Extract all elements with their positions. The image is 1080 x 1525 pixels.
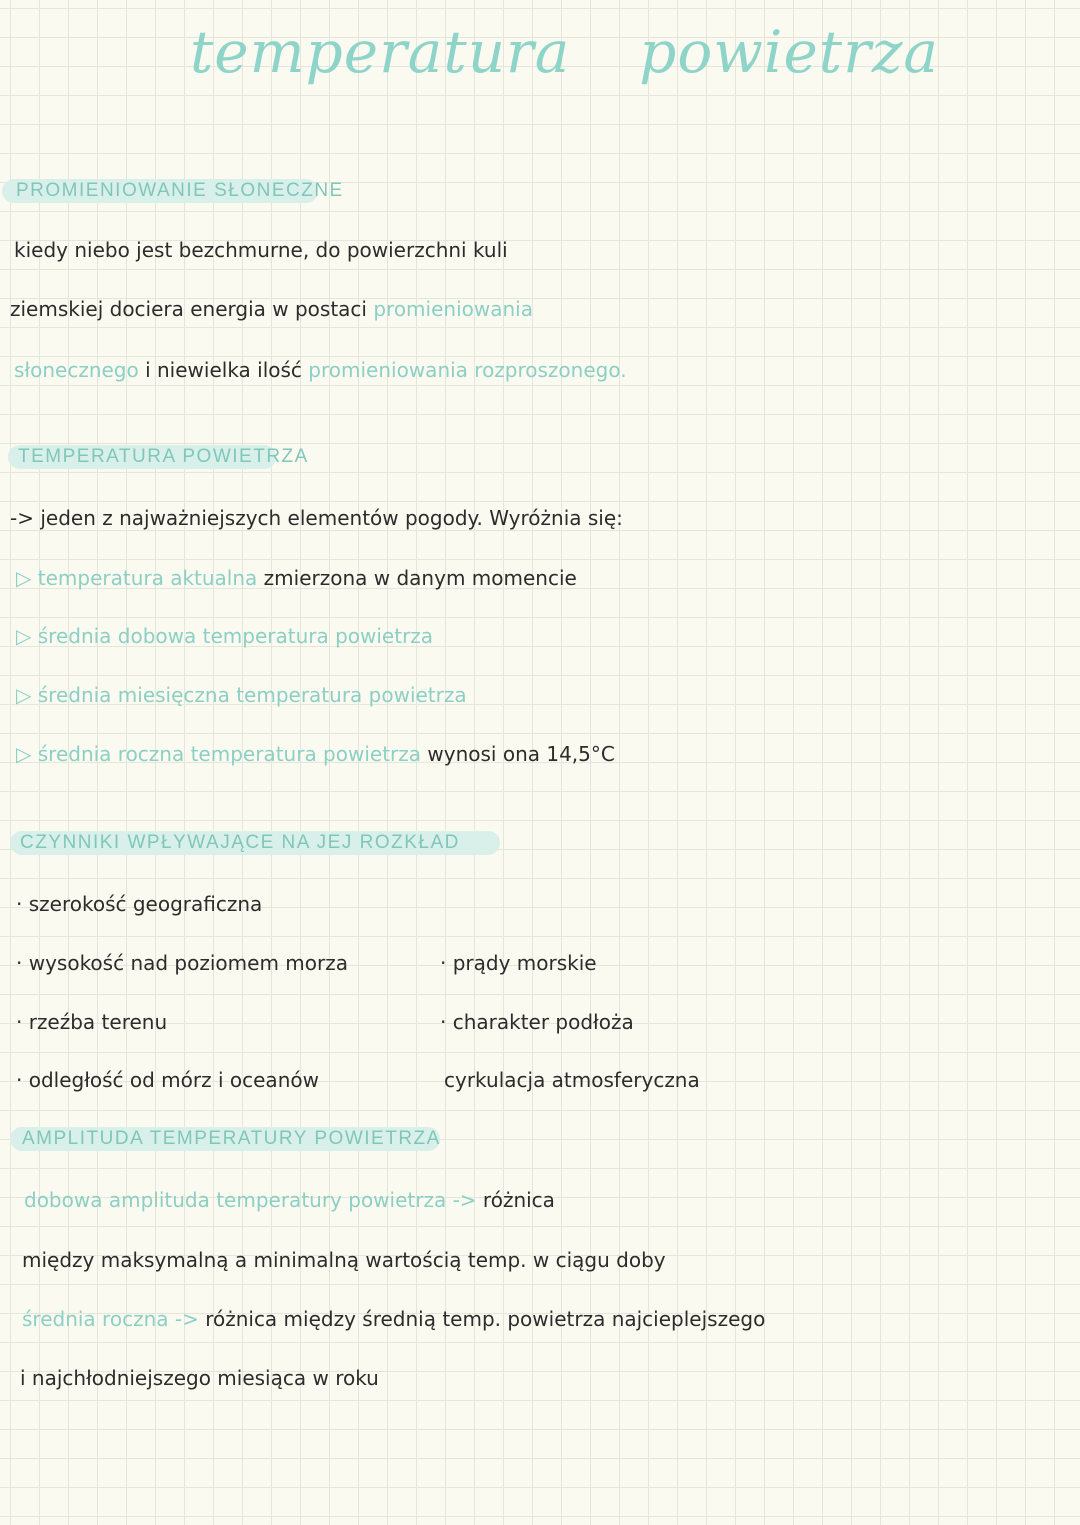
factor-item: · szerokość geograficzna xyxy=(16,892,263,916)
section-heading-temperatura: TEMPERATURA POWIETRZA xyxy=(18,446,309,467)
term-span: słonecznego xyxy=(14,358,139,382)
term-span: ▷ średnia roczna temperatura powietrza xyxy=(16,742,422,766)
bullet-item xyxy=(16,742,615,766)
bullet-item: ▷ średnia miesięczna temperatura powietrza xyxy=(16,683,467,707)
text-span: różnica między średnią temp. powietrza najcieplejszego xyxy=(205,1307,766,1331)
section-heading-amplituda: AMPLITUDA TEMPERATURY POWIETRZA xyxy=(22,1128,441,1149)
text-line: kiedy niebo jest bezchmurne, do powierzchni kuli xyxy=(14,238,508,262)
text-span: zmierzona w danym momencie xyxy=(263,566,577,590)
text-span: wynosi ona 14,5°C xyxy=(427,742,615,766)
text-span: różnica xyxy=(482,1188,555,1212)
text-line: -> jeden z najważniejszych elementów pogody. Wyróżnia się: xyxy=(10,506,623,530)
title-word-1: temperatura xyxy=(190,18,571,86)
text-span: ziemskiej dociera energia w postaci xyxy=(10,297,367,321)
text-line: i najchłodniejszego miesiąca w roku xyxy=(20,1366,379,1390)
term-span: promieniowania xyxy=(373,297,533,321)
text-line: między maksymalną a minimalną wartością temp. w ciągu doby xyxy=(22,1248,666,1272)
factor-item: · odległość od mórz i oceanów xyxy=(16,1068,319,1092)
term-span: promieniowania rozproszonego. xyxy=(308,358,627,382)
factor-item: · charakter podłoża xyxy=(440,1010,634,1034)
factor-item: · wysokość nad poziomem morza xyxy=(16,951,348,975)
factor-item: cyrkulacja atmosferyczna xyxy=(444,1068,700,1092)
bullet-item: ▷ średnia dobowa temperatura powietrza xyxy=(16,624,434,648)
term-span: ▷ temperatura aktualna xyxy=(16,566,258,590)
page-title xyxy=(190,18,939,86)
title-word-2: powietrza xyxy=(639,18,939,86)
text-line xyxy=(24,1188,555,1212)
text-line xyxy=(22,1307,765,1331)
section-heading-czynniki: CZYNNIKI WPŁYWAJĄCE NA JEJ ROZKŁAD xyxy=(20,832,460,853)
factor-item: · prądy morskie xyxy=(440,951,597,975)
text-span: i niewielka ilość xyxy=(145,358,302,382)
text-line xyxy=(14,358,627,382)
text-line xyxy=(10,297,533,321)
section-heading-promieniowanie: PROMIENIOWANIE SŁONECZNE xyxy=(16,180,344,201)
term-span: średnia roczna -> xyxy=(22,1307,199,1331)
bullet-item xyxy=(16,566,577,590)
term-span: dobowa amplituda temperatury powietrza -> xyxy=(24,1188,477,1212)
factor-item: · rzeźba terenu xyxy=(16,1010,168,1034)
